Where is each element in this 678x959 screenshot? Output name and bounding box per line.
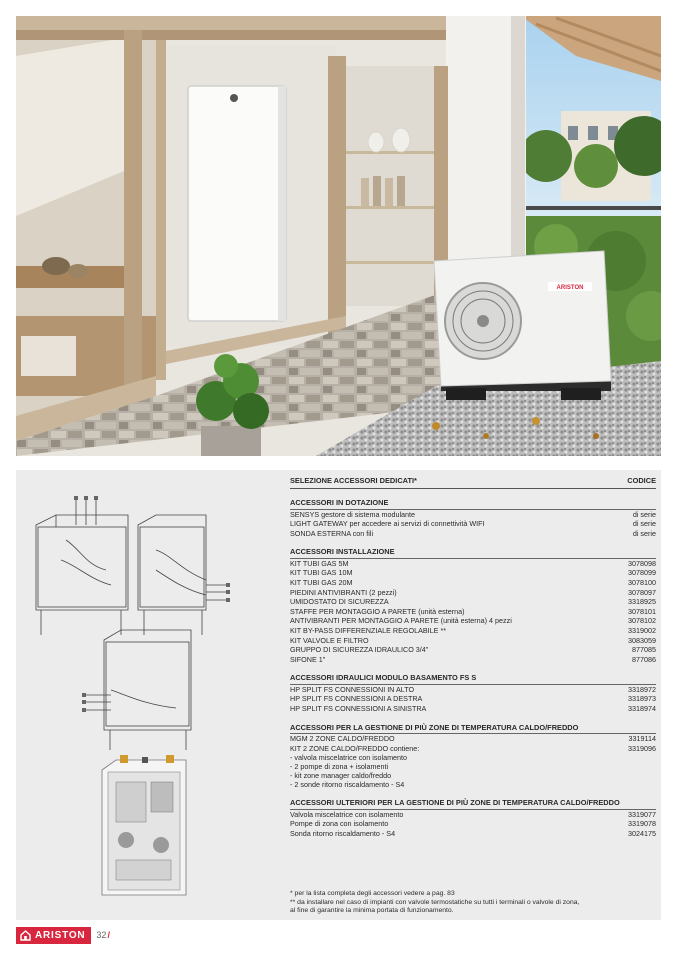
- header-selection-label: SELEZIONE ACCESSORI DEDICATI*: [290, 476, 417, 485]
- row-label: KIT VALVOLE E FILTRO: [290, 635, 369, 645]
- row-code: di serie: [632, 528, 656, 538]
- table-row: [290, 626, 656, 636]
- row-code: 3078097: [628, 587, 656, 597]
- table-row: [290, 829, 656, 839]
- row-label: HP SPLIT FS CONNESSIONI A SINISTRA: [290, 704, 427, 713]
- footnote: ** da installare nel caso di impianti con valvole termostatiche su tutti i terminali o valvole di zona,: [290, 898, 580, 906]
- row-label: ANTIVIBRANTI PER MONTAGGIO A PARETE (unità esterna) 4 pezzi: [290, 616, 512, 626]
- table-row: [290, 810, 656, 820]
- section-title: ACCESSORI ULTERIORI PER LA GESTIONE DI PIÙ ZONE DI TEMPERATURA CALDO/FREDDO: [290, 798, 656, 810]
- row-code: 3078099: [628, 568, 656, 578]
- section-multi-zone: [290, 723, 656, 790]
- table-row: [290, 616, 656, 626]
- table-row: [290, 694, 656, 704]
- page-number: [96, 930, 110, 940]
- accessories-panel: [16, 470, 661, 920]
- kit-subitem: - 2 pompe di zona + isolamenti: [290, 762, 389, 772]
- table-row: [290, 510, 656, 520]
- row-label: SENSYS gestore di sistema modulante: [290, 509, 416, 519]
- accessories-table: [290, 470, 656, 920]
- row-label: KIT TUBI GAS 5M: [290, 558, 349, 568]
- footnote: * per la lista completa degli accessori vedere a pag. 83: [290, 890, 455, 897]
- table-row: [290, 519, 656, 529]
- row-code: 877086: [632, 654, 656, 664]
- row-code: 3319077: [628, 809, 656, 819]
- row-code: 3078098: [628, 558, 656, 568]
- row-label: MGM 2 ZONE CALDO/FREDDO: [290, 734, 395, 744]
- house-scene-illustration: [16, 16, 661, 456]
- table-header: [290, 470, 656, 489]
- kit-subitem: - 2 sonde ritorno riscaldamento - S4: [290, 780, 405, 790]
- table-row: [290, 636, 656, 646]
- row-label: KIT BY-PASS DIFFERENZIALE REGOLABILE **: [290, 625, 447, 635]
- table-row: [290, 685, 656, 695]
- row-code: 3078101: [628, 606, 656, 616]
- section-title: ACCESSORI IDRAULICI MODULO BASAMENTO FS S: [290, 673, 656, 685]
- row-label: Pompe di zona con isolamento: [290, 819, 389, 829]
- page-footer: [16, 926, 110, 944]
- footnotes: [290, 890, 656, 916]
- row-code: 3318925: [628, 597, 656, 607]
- unit-brand-label: ARISTON: [556, 285, 584, 291]
- table-row: [290, 568, 656, 578]
- table-row: [290, 819, 656, 829]
- row-label: Sonda ritorno riscaldamento - S4: [290, 828, 396, 838]
- brand-name: ARISTON: [35, 929, 86, 941]
- row-label: SIFONE 1": [290, 654, 326, 664]
- table-row: [290, 607, 656, 617]
- row-label: KIT 2 ZONE CALDO/FREDDO contiene:: [290, 743, 420, 753]
- row-code: 3318972: [628, 684, 656, 694]
- table-row: [290, 559, 656, 569]
- section-basamento: [290, 673, 656, 713]
- hero-photo: [16, 16, 661, 456]
- page-number-value: 32: [96, 930, 107, 940]
- table-row: [290, 655, 656, 665]
- row-code: 3318974: [628, 704, 656, 713]
- house-icon: [20, 930, 31, 941]
- row-label: HP SPLIT FS CONNESSIONI A DESTRA: [290, 694, 423, 704]
- row-code: 3319002: [628, 625, 656, 635]
- section-installazione: [290, 547, 656, 664]
- table-row: [290, 588, 656, 598]
- section-title: ACCESSORI IN DOTAZIONE: [290, 498, 656, 510]
- brand-logo: [16, 927, 91, 944]
- header-code-label: CODICE: [627, 476, 656, 485]
- footnote: al fine di garantire la minima portata di funzionamento.: [290, 907, 454, 915]
- table-row: [290, 744, 656, 754]
- row-label: PIEDINI ANTIVIBRANTI (2 pezzi): [290, 587, 397, 597]
- row-label: KIT TUBI GAS 10M: [290, 568, 353, 578]
- row-code: 3319078: [628, 819, 656, 829]
- section-title: ACCESSORI PER LA GESTIONE DI PIÙ ZONE DI TEMPERATURA CALDO/FREDDO: [290, 723, 656, 735]
- table-row: [290, 578, 656, 588]
- row-code: 3319114: [628, 734, 656, 744]
- kit-subitem: - valvola miscelatrice con isolamento: [290, 753, 408, 763]
- row-code: 877085: [632, 645, 656, 655]
- row-code: 3078102: [628, 616, 656, 626]
- row-label: KIT TUBI GAS 20M: [290, 577, 353, 587]
- section-further-multi-zone: [290, 798, 656, 838]
- row-code: di serie: [632, 519, 656, 529]
- installation-diagrams-illustration: [16, 470, 284, 920]
- row-label: UMIDOSTATO DI SICUREZZA: [290, 597, 389, 607]
- kit-subitem: - kit zone manager caldo/freddo: [290, 771, 392, 781]
- page-slash: /: [107, 930, 110, 940]
- table-row: [290, 529, 656, 539]
- table-row: [290, 704, 656, 714]
- row-label: HP SPLIT FS CONNESSIONI IN ALTO: [290, 684, 415, 694]
- technical-drawings: [16, 470, 284, 920]
- row-label: Valvola miscelatrice con isolamento: [290, 809, 404, 819]
- table-row: [290, 597, 656, 607]
- row-code: 3024175: [628, 828, 656, 838]
- row-code: 3083059: [628, 635, 656, 645]
- table-row: [290, 645, 656, 655]
- row-code: di serie: [632, 509, 656, 519]
- row-code: 3319096: [628, 743, 656, 753]
- table-row: [290, 734, 656, 744]
- row-label: LIGHT GATEWAY per accedere ai servizi di connettività WIFI: [290, 519, 485, 529]
- row-label: STAFFE PER MONTAGGIO A PARETE (unità esterna): [290, 606, 465, 616]
- row-code: 3318973: [628, 694, 656, 704]
- row-code: 3078100: [628, 577, 656, 587]
- section-in-dotazione: [290, 498, 656, 538]
- row-label: GRUPPO DI SICUREZZA IDRAULICO 3/4": [290, 645, 429, 655]
- row-label: SONDA ESTERNA con fili: [290, 528, 374, 538]
- section-title: ACCESSORI INSTALLAZIONE: [290, 547, 656, 559]
